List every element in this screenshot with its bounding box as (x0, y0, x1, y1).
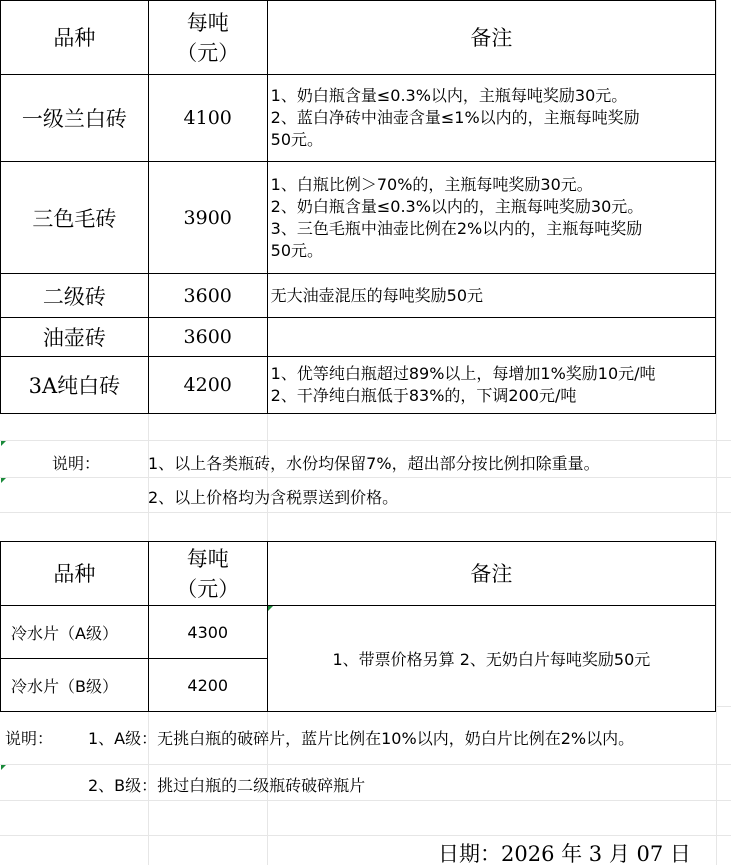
explanation-line-1: 1、以上各类瓶砖，水份均保留7%，超出部分按比例扣除重量。 (148, 454, 600, 473)
header-price-per-ton[interactable]: 每吨 （元） (148, 542, 267, 606)
cell-comment-marker (1, 441, 6, 446)
table-row (1, 606, 716, 659)
grid-line (0, 512, 731, 513)
remarks-cell[interactable] (267, 318, 715, 357)
price-cell[interactable]: 3900 (148, 162, 267, 274)
variety-cell[interactable]: 冷水片（A级） (1, 606, 149, 659)
remarks-cell[interactable]: 1、白瓶比例＞70%的，主瓶每吨奖励30元。 2、奶白瓶含量≤0.3%以内的，主瓶每吨奖励30元。 3、三色毛瓶中油壶比例在2%以内的，主瓶每吨奖励 50元。 (267, 162, 715, 274)
grid-line (0, 835, 731, 836)
table-row (1, 318, 716, 357)
grid-line (0, 440, 731, 441)
variety-cell[interactable]: 三色毛砖 (1, 162, 149, 274)
table-row (1, 75, 716, 162)
header-remarks[interactable]: 备注 (267, 542, 715, 606)
price-cell[interactable]: 4200 (148, 659, 267, 712)
header-variety[interactable]: 品种 (1, 1, 149, 75)
table-row (1, 274, 716, 318)
price-cell[interactable]: 3600 (148, 274, 267, 318)
date-text: 日期：2026 年 3 月 07 日 (438, 842, 691, 866)
explanation-line-2: 2、以上价格均为含税票送到价格。 (148, 488, 399, 507)
explanation-label: 说明： (52, 454, 101, 473)
price-cell[interactable]: 4200 (148, 357, 267, 414)
cell-comment-marker (1, 765, 6, 770)
cell-comment-marker (1, 478, 6, 483)
variety-cell[interactable]: 油壶砖 (1, 318, 149, 357)
explanation-line-2: 2、B级：挑过白瓶的二级瓶砖破碎瓶片 (88, 776, 366, 795)
variety-cell[interactable]: 3A纯白砖 (1, 357, 149, 414)
variety-cell[interactable]: 一级兰白砖 (1, 75, 149, 162)
grid-line (0, 800, 731, 801)
variety-cell[interactable]: 冷水片（B级） (1, 659, 149, 712)
grid-line (0, 477, 731, 478)
price-table-bottle-bricks (0, 0, 716, 414)
table-row (1, 357, 716, 414)
grid-line (716, 0, 717, 865)
explanation-label: 说明： (5, 729, 54, 748)
price-cell[interactable]: 4100 (148, 75, 267, 162)
header-variety[interactable]: 品种 (1, 542, 149, 606)
remarks-cell[interactable]: 1、奶白瓶含量≤0.3%以内，主瓶每吨奖励30元。 2、蓝白净砖中油壶含量≤1%以内的，主瓶每吨奖励 50元。 (267, 75, 715, 162)
remarks-cell[interactable]: 无大油壶混压的每吨奖励50元 (267, 274, 715, 318)
remarks-cell[interactable]: 1、带票价格另算 2、无奶白片每吨奖励50元 (267, 606, 715, 712)
cell-comment-marker (268, 606, 273, 611)
variety-cell[interactable]: 二级砖 (1, 274, 149, 318)
remarks-cell[interactable]: 1、优等纯白瓶超过89%以上，每增加1%奖励10元/吨 2、干净纯白瓶低于83%的，下调200元/吨 (267, 357, 715, 414)
price-cell[interactable]: 3600 (148, 318, 267, 357)
price-cell[interactable]: 4300 (148, 606, 267, 659)
price-table-cold-water-flakes (0, 541, 716, 712)
explanation-line-1: 1、A级：无挑白瓶的破碎片，蓝片比例在10%以内，奶白片比例在2%以内。 (88, 729, 635, 748)
table-row (1, 162, 716, 274)
header-remarks[interactable]: 备注 (267, 1, 715, 75)
header-price-per-ton[interactable]: 每吨 （元） (148, 1, 267, 75)
grid-line (0, 764, 731, 765)
